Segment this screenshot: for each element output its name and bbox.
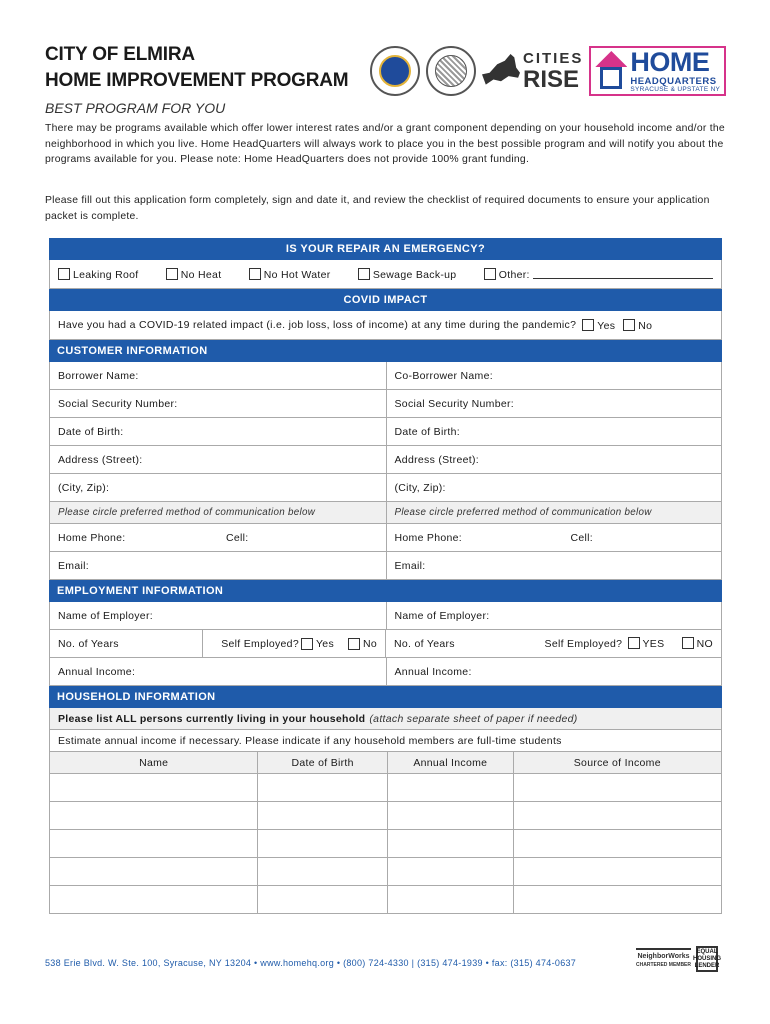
table-row <box>49 802 722 830</box>
coborrower-address-field[interactable]: Address (Street): <box>386 446 722 473</box>
employer-row <box>49 602 722 630</box>
employment-heading: EMPLOYMENT INFORMATION <box>49 580 722 602</box>
home-headquarters-logo <box>589 46 726 96</box>
coborrower-years-row <box>385 630 721 657</box>
emergency-heading: IS YOUR REPAIR AN EMERGENCY? <box>49 238 722 260</box>
coborrower-cell-phone[interactable]: Cell: <box>570 531 594 544</box>
footer-badges <box>636 946 722 972</box>
email-row <box>49 552 722 580</box>
equal-housing-icon: EQUAL HOUSING LENDER <box>696 946 718 972</box>
borrower-name-field[interactable]: Borrower Name: <box>58 369 139 382</box>
coborrower-city-zip-field[interactable]: (City, Zip): <box>386 474 722 501</box>
household-instruction-bold: Please list ALL persons currently living in your household <box>58 712 366 725</box>
col-income: Annual Income <box>387 752 513 773</box>
checkbox[interactable] <box>682 637 694 649</box>
coborrower-home-phone[interactable]: Home Phone: <box>394 531 463 544</box>
household-heading: HOUSEHOLD INFORMATION <box>49 686 722 708</box>
household-estimate-row <box>49 730 722 752</box>
coborrower-comm-note: Please circle preferred method of communication below <box>386 502 722 523</box>
instructions-paragraph: Please fill out this application form completely, sign and date it, and review the checklist of required documents to ensure your application packet is complete. <box>45 195 710 222</box>
option-no-heat[interactable]: No Heat <box>166 268 222 281</box>
name-cell[interactable] <box>50 802 257 829</box>
years-row <box>49 630 722 658</box>
dob-cell[interactable] <box>257 886 387 913</box>
page-header <box>45 42 735 100</box>
option-no-hot-water[interactable]: No Hot Water <box>249 268 331 281</box>
coborrower-self-employed: Self Employed? YES NO <box>544 638 713 650</box>
covid-yes[interactable]: Yes <box>582 319 615 332</box>
household-instruction-row <box>49 708 722 730</box>
logo-strip <box>370 44 726 98</box>
borrower-phone-cell <box>50 524 386 551</box>
borrower-email-field[interactable]: Email: <box>58 559 89 572</box>
title-line-2: HOME IMPROVEMENT PROGRAM <box>45 70 349 91</box>
borrower-address-field[interactable]: Address (Street): <box>58 453 143 466</box>
option-other[interactable]: Other: <box>484 268 713 281</box>
table-row <box>49 830 722 858</box>
coborrower-income-field[interactable]: Annual Income: <box>386 658 722 685</box>
checkbox[interactable] <box>623 319 635 331</box>
cities-rise-bottom: RISE <box>523 66 580 93</box>
household-estimate-note: Estimate annual income if necessary. Please indicate if any household members are full-time students <box>58 734 562 747</box>
dob-cell[interactable] <box>257 858 387 885</box>
household-table-header <box>49 752 722 774</box>
option-sewage-backup[interactable]: Sewage Back-up <box>358 268 457 281</box>
option-leaking-roof[interactable]: Leaking Roof <box>58 268 138 281</box>
checkbox[interactable] <box>628 637 640 649</box>
borrower-dob-field[interactable]: Date of Birth: <box>58 425 124 438</box>
checkbox[interactable] <box>301 638 313 650</box>
coborrower-dob-field[interactable]: Date of Birth: <box>386 418 722 445</box>
application-form <box>49 238 722 914</box>
dob-row <box>49 418 722 446</box>
nys-seal-logo <box>370 46 420 96</box>
borrower-self-employed: Self Employed? Yes No <box>202 630 385 657</box>
coborrower-years-field[interactable]: No. of Years <box>394 637 455 650</box>
communication-note-row <box>49 502 722 524</box>
checkbox[interactable] <box>249 268 261 280</box>
cities-rise-logo <box>482 50 583 92</box>
source-cell[interactable] <box>513 886 721 913</box>
coborrower-ssn-field[interactable]: Social Security Number: <box>386 390 722 417</box>
section-subtitle: BEST PROGRAM FOR YOU <box>45 100 226 116</box>
col-source: Source of Income <box>513 752 721 773</box>
borrower-cell-phone[interactable]: Cell: <box>226 531 249 544</box>
borrower-ssn-field[interactable]: Social Security Number: <box>58 397 178 410</box>
income-cell[interactable] <box>387 858 513 885</box>
checkbox[interactable] <box>348 638 360 650</box>
neighborworks-logo: NeighborWorks CHARTERED MEMBER <box>636 948 691 970</box>
covid-heading: COVID IMPACT <box>49 289 722 311</box>
table-row <box>49 886 722 914</box>
income-cell[interactable] <box>387 886 513 913</box>
address-row <box>49 446 722 474</box>
col-name: Name <box>139 756 169 769</box>
col-dob: Date of Birth <box>257 752 387 773</box>
name-cell[interactable] <box>50 774 257 801</box>
covid-no[interactable]: No <box>623 319 652 332</box>
intro-paragraph: There may be programs available which offer lower interest rates and/or a grant component depending on your household income and/or the neighborhood in which you live. Home HeadQuarters will always work to place you in the best possible program and will notify you about the programs available for you. Please note: Home HeadQuarters does not provide 100% grant funding. <box>45 123 725 165</box>
dob-cell[interactable] <box>257 802 387 829</box>
covid-row <box>49 311 722 340</box>
dob-cell[interactable] <box>257 830 387 857</box>
household-instruction-italic: (attach separate sheet of paper if needed) <box>369 712 578 725</box>
coborrower-phone-cell <box>386 524 722 551</box>
covid-question: Have you had a COVID-19 related impact (i.e. job loss, loss of income) at any time during the pandemic? <box>58 319 577 331</box>
phone-row <box>49 524 722 552</box>
source-cell[interactable] <box>513 858 721 885</box>
borrower-employer-field[interactable]: Name of Employer: <box>58 609 153 622</box>
borrower-income-field[interactable]: Annual Income: <box>58 665 136 678</box>
city-seal-logo <box>426 46 476 96</box>
source-cell[interactable] <box>513 802 721 829</box>
footer-contact: 538 Erie Blvd. W. Ste. 100, Syracuse, NY 13204 • www.homehq.org • (800) 724-4330 | (315) 474-1939 • fax: (315) 474-0637 <box>45 958 577 968</box>
checkbox[interactable] <box>166 268 178 280</box>
checkbox[interactable] <box>358 268 370 280</box>
name-cell[interactable] <box>50 830 257 857</box>
coborrower-email-field[interactable]: Email: <box>386 552 722 579</box>
income-cell[interactable] <box>387 830 513 857</box>
income-row <box>49 658 722 686</box>
hhq-home: HOME <box>630 46 710 77</box>
name-cell[interactable] <box>50 858 257 885</box>
borrower-home-phone[interactable]: Home Phone: <box>58 531 126 544</box>
page-title <box>45 42 348 94</box>
city-zip-row <box>49 474 722 502</box>
income-cell[interactable] <box>387 802 513 829</box>
income-cell[interactable] <box>387 774 513 801</box>
checkbox[interactable] <box>58 268 70 280</box>
emergency-options-row <box>49 260 722 289</box>
checkbox[interactable] <box>484 268 496 280</box>
house-icon <box>595 51 627 91</box>
borrower-city-zip-field[interactable]: (City, Zip): <box>58 481 110 494</box>
source-cell[interactable] <box>513 774 721 801</box>
cities-rise-top: CITIES <box>523 50 584 67</box>
title-line-1: CITY OF ELMIRA <box>45 44 195 65</box>
table-row <box>49 774 722 802</box>
ssn-row <box>49 390 722 418</box>
source-cell[interactable] <box>513 830 721 857</box>
dob-cell[interactable] <box>257 774 387 801</box>
customer-heading: CUSTOMER INFORMATION <box>49 340 722 362</box>
table-row <box>49 858 722 886</box>
hhq-headquarters: HEADQUARTERS <box>630 75 717 87</box>
coborrower-employer-field[interactable]: Name of Employer: <box>386 602 722 629</box>
name-row <box>49 362 722 390</box>
name-cell[interactable] <box>50 886 257 913</box>
coborrower-name-field[interactable]: Co-Borrower Name: <box>386 362 722 389</box>
borrower-years-field[interactable]: No. of Years <box>58 637 119 650</box>
ny-state-icon <box>482 54 520 88</box>
checkbox[interactable] <box>582 319 594 331</box>
hhq-region: SYRACUSE & UPSTATE NY <box>630 86 721 93</box>
other-line-field[interactable] <box>533 269 713 279</box>
borrower-comm-note: Please circle preferred method of communication below <box>58 507 316 518</box>
